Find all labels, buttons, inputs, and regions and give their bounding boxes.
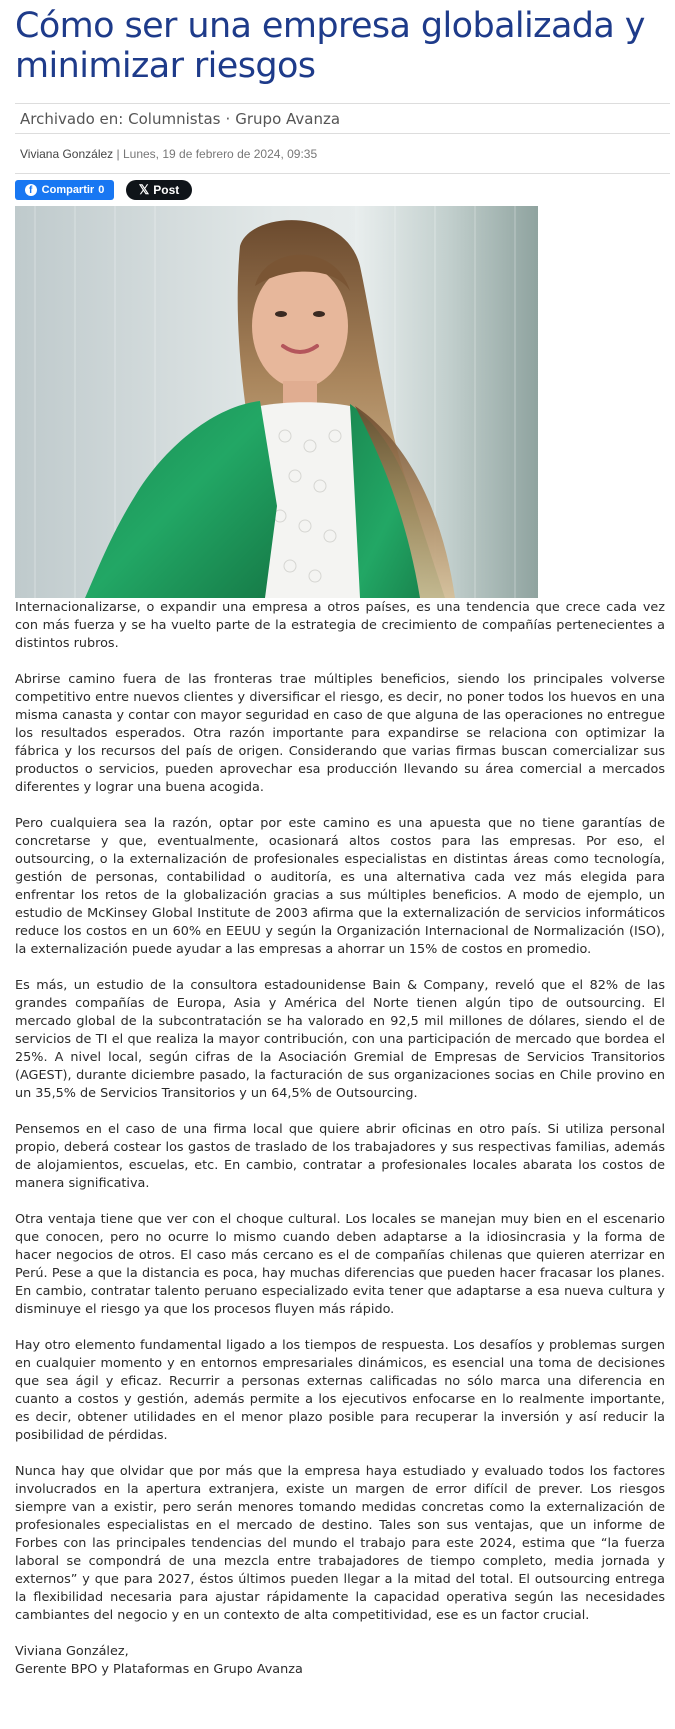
archive-bar [15, 103, 670, 134]
page-title: Cómo ser una empresa globalizada y minimizar riesgos [15, 6, 645, 86]
paragraph: Hay otro elemento fundamental ligado a los tiempos de respuesta. Los desafíos y problemas surgen en cualquier momento y en entornos empresariales dinámicos, es esencial una toma de decisiones que sea ágil y eficaz. Recurrir a personas externas calificadas no sólo marca una diferencia en cuanto a costos y gestión, además permite a los ejecutivos enfocarse en lo realmente importante, es decir, obtener utilidades en el menor plazo posible para recuperar la inversión y así reducir la posibilidad de pérdidas. [15, 1338, 665, 1443]
x-post-label: Post [153, 183, 180, 197]
paragraph: Nunca hay que olvidar que por más que la empresa haya estudiado y evaluado todos los factores involucrados en la apertura extranjera, existe un margen de error difícil de prever. Los riesgos siempre van a existir, pero serán menores tomando medidas concretas como la externalización de profesionales especialistas en el mercado de destino. Tales son sus ventajas, que un informe de Forbes con las principales tendencias del mundo el trabajo para este 2024, estima que “la fuerza laboral se compondrá de una mezcla entre trabajadores de tiempo completo, media jornada y externos” y que para 2027, éstos últimos pueden llegar a la mitad del total. El outsourcing entrega la flexibilidad necesaria para ajustar rápidamente la capacidad operativa según las necesidades cambiantes del negocio y en un contexto de alta competitividad, ese es un factor crucial. [15, 1464, 665, 1623]
paragraph: Pero cualquiera sea la razón, optar por este camino es una apuesta que no tiene garantías de concretarse y que, eventualmente, ocasionará altos costos para las empresas. Por eso, el outsourcing, o la externalización de profesionales especialistas en distintas áreas como tecnología, gestión de personas, contabilidad o auditoría, es una alternativa cada vez más elegida para enfrentar los retos de la globalización gracias a sus múltiples beneficios. A modo de ejemplo, un estudio de McKinsey Global Institute de 2003 afirma que la externalización de servicios informáticos reduce los costos en un 60% en EEUU y según la Organización Internacional de Normalización (ISO), la externalización puede ayudar a las empresas a ahorrar un 15% de costos en promedio. [15, 816, 665, 957]
author-signature [15, 1643, 665, 1679]
category-link[interactable]: Columnistas [128, 109, 221, 128]
author-name[interactable]: Viviana González [20, 146, 114, 161]
byline-separator: | [116, 146, 120, 161]
byline [15, 134, 670, 174]
article-body [15, 599, 665, 1625]
publish-date: Lunes, 19 de febrero de 2024, 09:35 [122, 146, 318, 161]
facebook-icon: f [25, 184, 37, 196]
paragraph: Es más, un estudio de la consultora estadounidense Bain & Company, reveló que el 82% de las grandes compañías de Europa, Asia y América del Norte tienen algún tipo de outsourcing. El mercado global de la subcontratación se ha valorado en 92,5 mil millones de dólares, siendo el de servicios de TI el que realiza la mayor contribución, con una participación de mercado que bordea el 25%. A nivel local, según cifras de la Asociación Gremial de Empresas de Servicios Transitorios (AGEST), durante diciembre pasado, la facturación de sus organizaciones socias en Chile provino en un 35,5% de Servicios Transitorios y un 64,5% de Outsourcing. [15, 978, 665, 1101]
facebook-share-label: Compartir [41, 184, 95, 196]
archive-separator: · [225, 109, 231, 128]
signature-role: Gerente BPO y Plataformas en Grupo Avanza [15, 1662, 303, 1677]
author-photo [15, 206, 538, 598]
facebook-share-count: 0 [98, 184, 105, 196]
archive-prefix: Archivado en: [20, 109, 124, 128]
portrait-illustration [15, 206, 538, 598]
paragraph: Otra ventaja tiene que ver con el choque cultural. Los locales se manejan muy bien en el escenario que conocen, pero no ocurre lo mismo cuando deben adaptarse a la idiosincrasia y la forma de hacer negocios de otros. El caso más cercano es el de compañías chilenas que quieren aterrizar en Perú. Pese a que la distancia es poca, hay muchas diferencias que pueden hacer fracasar los planes. En cambio, contratar talento peruano especializado evita tener que adaptarse a esa nueva cultura y disminuye el riesgo ya que los procesos fluyen más rápido. [15, 1212, 665, 1317]
signature-name: Viviana González, [15, 1644, 129, 1659]
facebook-share-button[interactable] [15, 180, 114, 200]
paragraph: Internacionalizarse, o expandir una empresa a otros países, es una tendencia que crece cada vez con más fuerza y se ha vuelto parte de la estrategia de crecimiento de compañías pertenecientes a distintos rubros. [15, 600, 665, 651]
share-buttons [15, 180, 665, 200]
paragraph: Abrirse camino fuera de las fronteras trae múltiples beneficios, siendo los principales volverse competitivo entre nuevos clientes y diversificar el riesgo, es decir, no poner todos los huevos en una misma canasta y contar con mayor seguridad en caso de que alguna de las operaciones no entregue los resultados esperados. Otra razón importante para expandirse se relaciona con optimizar la fábrica y los recursos del país de origen. Considerando que varias firmas buscan comercializar sus productos o servicios, pueden aprovechar esa producción llevando su área comercial a mercados diferentes y lograr una buena acogida. [15, 672, 665, 795]
x-post-button[interactable] [126, 180, 192, 200]
tag-link[interactable]: Grupo Avanza [235, 109, 341, 128]
paragraph: Pensemos en el caso de una firma local que quiere abrir oficinas en otro país. Si utiliza personal propio, deberá costear los gastos de traslado de los trabajadores y sus respectivas familias, además de alojamientos, escuelas, etc. En cambio, contratar a profesionales locales abarata los costos de manera significativa. [15, 1122, 665, 1191]
article-page [15, 0, 665, 1679]
x-logo-icon: 𝕏 [138, 182, 150, 197]
